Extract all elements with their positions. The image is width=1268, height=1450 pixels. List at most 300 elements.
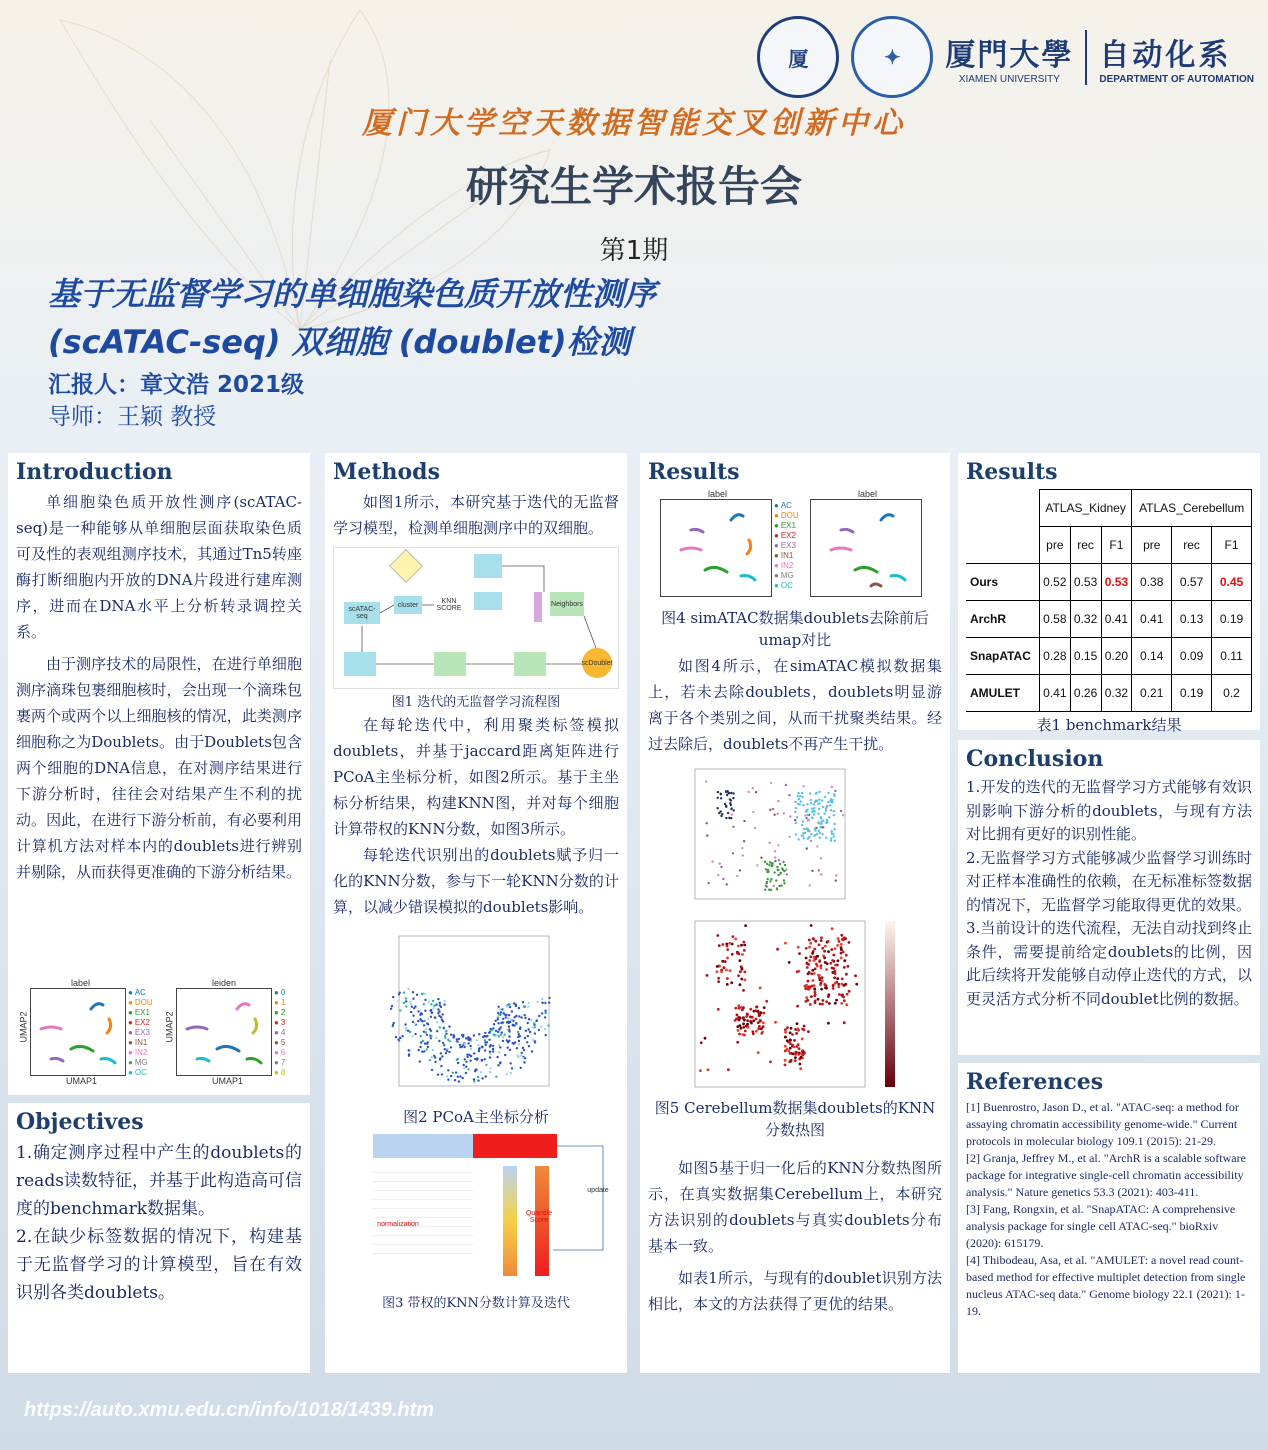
table-row [966,638,1252,675]
quantile-score-label: Quantile Score [525,1210,553,1224]
scatter-point [515,1005,517,1007]
scatter-point [830,840,832,842]
scatter-point [433,1005,435,1007]
scatter-point [739,970,742,973]
scatter-point [730,799,732,801]
scatter-point [827,792,829,794]
scatter-point [816,955,819,958]
scatter-point [493,1034,495,1036]
scatter-point [736,875,738,877]
scatter-point [508,1025,510,1027]
scatter-point [504,1034,506,1036]
scatter-point [819,837,821,839]
scatter-point [528,1018,530,1020]
scatter-point [801,792,803,794]
scatter-point [498,1051,500,1053]
scatter-point [813,834,815,836]
scatter-point [784,942,787,945]
scatter-point [414,1023,416,1025]
scatter-point [397,1039,399,1041]
scatter-point [770,889,772,891]
scatter-point [432,1000,434,1002]
scatter-point [474,1058,476,1060]
scatter-point [779,863,781,865]
scatter-point [424,1042,426,1044]
scatter-point [762,1021,765,1024]
scatter-point [832,833,834,835]
scatter-point [742,1023,745,1026]
scatter-point [508,1035,510,1037]
scatter-point [797,1053,800,1056]
scatter-point [840,948,843,951]
scatter-point [836,944,839,947]
scatter-point [484,1039,486,1041]
scatter-point [541,998,543,1000]
scatter-point [523,1061,525,1063]
scatter-point [510,1019,512,1021]
scatter-point [397,1000,399,1002]
scatter-point [805,947,808,950]
dataset-header: ATLAS_Kidney [1039,490,1131,527]
scatter-point [845,954,848,957]
scatter-point [439,1026,441,1028]
figure4-umap [648,489,942,605]
scatter-point [717,791,719,793]
scatter-point [855,983,858,986]
reference-item: [1] Buenrostro, Jason D., et al. "ATAC-seq: a method for assaying chromatin accessibility genome-wide." Current protocols in molecular biology 109.1 (2015): 21-29. [966,1100,1239,1148]
center-name: 厦门大学空天数据智能交叉创新中心 [362,106,906,141]
scatter-point [522,1047,524,1049]
scatter-point [788,961,791,964]
scatter-point [796,1005,799,1008]
scatter-point [825,968,828,971]
scatter-point [813,994,816,997]
scatter-point [799,795,801,797]
scatter-point [425,1028,427,1030]
scatter-point [773,885,775,887]
scatter-point [418,1049,420,1051]
scatter-point [492,1048,494,1050]
scatter-point [739,869,741,871]
scatter-point [732,826,734,828]
scatter-point [825,984,828,987]
scatter-point [523,1005,525,1007]
scatter-point [837,985,840,988]
scatter-point [416,994,418,996]
scatter-point [805,1000,808,1003]
scatter-point [476,1039,478,1041]
scatter-point [813,948,816,951]
scatter-point [831,959,834,962]
scatter-point [726,945,729,948]
scatter-point [522,1001,524,1003]
scatter-point [795,807,797,809]
scatter-point [743,971,746,974]
scatter-point [816,800,818,802]
scatter-point [412,998,414,1000]
scatter-point [749,1016,752,1019]
scatter-point [544,1011,546,1013]
scatter-point [803,785,805,787]
scatter-point [845,1003,848,1006]
scatter-point [432,1007,434,1009]
scatter-point [501,1031,503,1033]
scatter-point [728,942,731,945]
scatter-point [806,962,809,965]
scatter-point [783,882,785,884]
scatter-point [805,957,808,960]
scatter-point [777,844,779,846]
scatter-point [774,860,776,862]
legend-item: ● MG [128,1058,153,1068]
scatter-point [806,966,809,969]
figure1-caption: 图1 迭代的无监督学习流程图 [391,695,561,710]
scatter-point [733,809,735,811]
table-cell: 0.15 [1070,638,1101,675]
table-cell: 0.20 [1101,638,1132,675]
scatter-point [831,830,833,832]
scatter-point [834,947,837,950]
scatter-point [392,996,394,998]
scatter-point [429,1010,431,1012]
scatter-point [826,805,828,807]
legend-item: ● OC [128,1068,153,1078]
conclusion-item-2: 2.无监督学习方式能够减少监督学习训练时对正样本准确性的依赖，在无标准标签数据的情况下，无监督学习能取得更优的效果。 [966,848,1252,914]
scatter-point [810,995,813,998]
scatter-point [803,1051,806,1054]
scatter-point [426,1048,428,1050]
scatter-point [810,833,812,835]
scatter-point [464,1058,466,1060]
scatter-point [545,1034,547,1036]
scatter-point [834,823,836,825]
benchmark-heading: Results [966,459,1058,485]
scatter-point [800,800,802,802]
scatter-point [783,879,785,881]
scatter-point [536,1001,538,1003]
scatter-point [828,816,830,818]
scatter-point [829,804,831,806]
scatter-point [770,782,772,784]
umap-left-xlabel: UMAP1 [66,1076,98,1086]
scatter-point [832,984,835,987]
scatter-point [509,1006,511,1008]
scatter-point [805,817,807,819]
scatter-point [813,988,816,991]
scatter-point [765,885,767,887]
scatter-point [808,836,810,838]
scatter-point [508,1014,510,1016]
scatter-point [837,983,840,986]
scatter-point [530,1019,532,1021]
scatter-point [719,862,721,864]
legend-item: ● 3 [274,1018,285,1028]
scatter-point [519,1035,521,1037]
results-paragraph-3: 如表1所示，与现有的doublet识别方法相比，本文的方法获得了更优的结果。 [648,1269,942,1313]
table-row [966,675,1252,712]
figure5-heatmap [675,915,915,1095]
scatter-point [818,944,821,947]
scatter-point [743,840,745,842]
scatter-point [818,869,820,871]
scatter-point [833,814,835,816]
scatter-point [779,872,781,874]
scatter-point [534,1032,536,1034]
scatter-point [711,860,713,862]
table-row [966,564,1252,601]
scatter-point [458,1038,460,1040]
scatter-point [810,924,813,927]
scatter-point [811,969,814,972]
scatter-point [408,1055,410,1057]
scatter-point [807,814,809,816]
methods-paragraph-1: 如图1所示，本研究基于迭代的无监督学习模型，检测单细胞测序中的双细胞。 [333,493,619,537]
results-paragraph-2: 如图5基于归一化后的KNN分数热图所示，在真实数据集Cerebellum上，本研究方法识别的doublets与真实doublets分布基本一致。 [648,1159,942,1255]
scatter-point [527,1035,529,1037]
scatter-point [720,793,722,795]
scatter-point [809,955,812,958]
table-cell: 0.09 [1172,638,1212,675]
scatter-point [504,1054,506,1056]
scatter-point [811,870,813,872]
scatter-point [720,810,722,812]
scatter-point [505,1016,507,1018]
table-cell: 0.41 [1039,675,1070,712]
scatter-point [439,1002,441,1004]
scatter-point [434,1056,436,1058]
scatter-point [820,964,823,967]
legend-item: ● 0 [274,988,285,998]
footer-url[interactable]: https://auto.xmu.edu.cn/info/1018/1439.htm [24,1399,435,1421]
scatter-point [436,1030,438,1032]
scatter-point [777,800,779,802]
scatter-point [495,1030,497,1032]
scatter-point [485,1035,487,1037]
flow-output-node: scDoublet [582,648,612,678]
scatter-point [435,1037,437,1039]
scatter-point [843,1021,846,1024]
scatter-point [786,1039,789,1042]
table-cell: 0.38 [1132,564,1172,601]
scatter-point [489,1071,491,1073]
scatter-point [531,1026,533,1028]
scatter-point [528,1045,530,1047]
fig4-left-scatter [661,500,771,596]
scatter-point [796,816,798,818]
scatter-point [445,1033,447,1035]
scatter-point [726,794,728,796]
scatter-point [806,809,808,811]
scatter-point [827,950,830,953]
scatter-point [808,946,811,949]
scatter-point [457,1076,459,1078]
scatter-point [732,797,734,799]
conclusion-panel [958,740,1260,1055]
umap-right-legend [274,988,285,1078]
scatter-point [745,1015,748,1018]
scatter-point [423,1024,425,1026]
scatter-point [423,1050,425,1052]
method-name: Ours [966,564,1039,601]
scatter-point [404,1023,406,1025]
scatter-point [794,811,796,813]
scatter-point [734,938,737,941]
scatter-point [827,1022,830,1025]
scatter-point [442,1020,444,1022]
scatter-point [511,1010,513,1012]
scatter-point [477,1079,479,1081]
method-name: ArchR [966,601,1039,638]
umap-left-ylabel: UMAP2 [18,1011,29,1043]
scatter-point [529,1031,531,1033]
scatter-point [484,1032,486,1034]
legend-item: ● EX1 [774,521,799,531]
scatter-point [806,847,808,849]
scatter-point [437,1012,439,1014]
scatter-point [769,880,771,882]
scatter-point [840,943,843,946]
scatter-point [528,1028,530,1030]
scatter-point [797,838,799,840]
conclusion-item-3: 3.当前设计的迭代流程，无法自动找到终止条件，需要提前给定doublets的比例，因此后续将开发能够自动停止迭代的方式，以更灵活方式分析不同doublet比例的数据。 [966,919,1252,1008]
scatter-point [760,857,762,859]
legend-item: ● IN1 [128,1038,153,1048]
scatter-point [793,1039,796,1042]
scatter-point [518,1043,520,1045]
scatter-point [447,1079,449,1081]
umap-right-plot [176,988,272,1076]
scatter-point [801,1038,804,1041]
scatter-point [774,856,776,858]
objectives-heading: Objectives [16,1109,144,1135]
scatter-point [716,934,719,937]
scatter-point [506,1028,508,1030]
scatter-point [439,1057,441,1059]
scatter-point [405,997,407,999]
scatter-point [407,988,409,990]
scatter-point [506,1021,508,1023]
scatter-point [531,1050,533,1052]
scatter-point [813,813,815,815]
scatter-point [518,1040,520,1042]
scatter-point [489,1031,491,1033]
scatter-point [534,1026,536,1028]
scatter-point [802,804,804,806]
scatter-point [478,1033,480,1035]
legend-item: ● 8 [274,1068,285,1078]
scatter-point [419,1060,421,1062]
scatter-point [497,1018,499,1020]
scatter-point [752,1019,755,1022]
scatter-point [700,1041,703,1044]
scatter-point [446,1050,448,1052]
scatter-point [414,1033,416,1035]
scatter-point [825,1000,828,1003]
scatter-point [803,837,805,839]
scatter-point [785,784,787,786]
scatter-point [515,1022,517,1024]
scatter-point [806,803,808,805]
talk-title [48,270,656,366]
scatter-point [408,1049,410,1051]
scatter-point [794,1056,797,1059]
scatter-point [808,959,811,962]
scatter-point [741,847,743,849]
scatter-point [452,1072,454,1074]
scatter-point [507,1041,509,1043]
scatter-point [499,1046,501,1048]
umap-right-scatter [177,989,271,1075]
scatter-point [820,939,823,942]
event-title: 研究生学术报告会 [465,162,802,211]
scatter-point [784,1028,787,1031]
scatter-point [810,973,813,976]
methods-heading: Methods [333,459,440,485]
scatter-point [833,828,835,830]
fig4-right-scatter [811,500,921,596]
scatter-point [740,944,743,947]
scatter-point [438,1040,440,1042]
scatter-point [480,1071,482,1073]
scatter-point [436,1021,438,1023]
knn-score-figure [333,1130,619,1290]
scatter-point [502,1018,504,1020]
scatter-point [424,999,426,1001]
scatter-point [746,1019,749,1022]
scatter-point [834,964,837,967]
scatter-point [495,1034,497,1036]
scatter-point [520,1067,522,1069]
scatter-point [470,1055,472,1057]
scatter-point [816,792,818,794]
scatter-point [821,1003,824,1006]
scatter-point [541,1012,543,1014]
scatter-point [750,1021,753,1024]
scatter-point [809,884,811,886]
scatter-point [732,792,734,794]
scatter-point [825,810,827,812]
figure5-caption: 图5 Cerebellum数据集doublets的KNN分数热图 [654,1099,936,1139]
scatter-point [817,974,820,977]
scatter-point [405,1000,407,1002]
scatter-point [809,1003,812,1006]
umap-right-xlabel: UMAP1 [212,1076,244,1086]
scatter-point [524,1017,526,1019]
scatter-point [444,1000,446,1002]
legend-item: ● AC [128,988,153,998]
scatter-point [843,999,846,1002]
scatter-point [843,936,846,939]
scatter-point [840,957,843,960]
scatter-point [843,959,846,962]
talk-title-line1: 基于无监督学习的单细胞染色质开放性测序 [48,275,657,313]
scatter-point [510,1072,512,1074]
scatter-point [734,1007,737,1010]
scatter-point [510,1062,512,1064]
scatter-point [492,1045,494,1047]
scatter-point [424,1010,426,1012]
scatter-point [834,982,837,985]
scatter-point [837,937,840,940]
scatter-point [820,988,823,991]
scatter-point [527,1022,529,1024]
scatter-point [809,792,811,794]
scatter-point [704,1037,707,1040]
flow-arrows [334,548,619,688]
scatter-point [826,819,828,821]
scatter-point [831,967,834,970]
scatter-point [798,952,801,955]
